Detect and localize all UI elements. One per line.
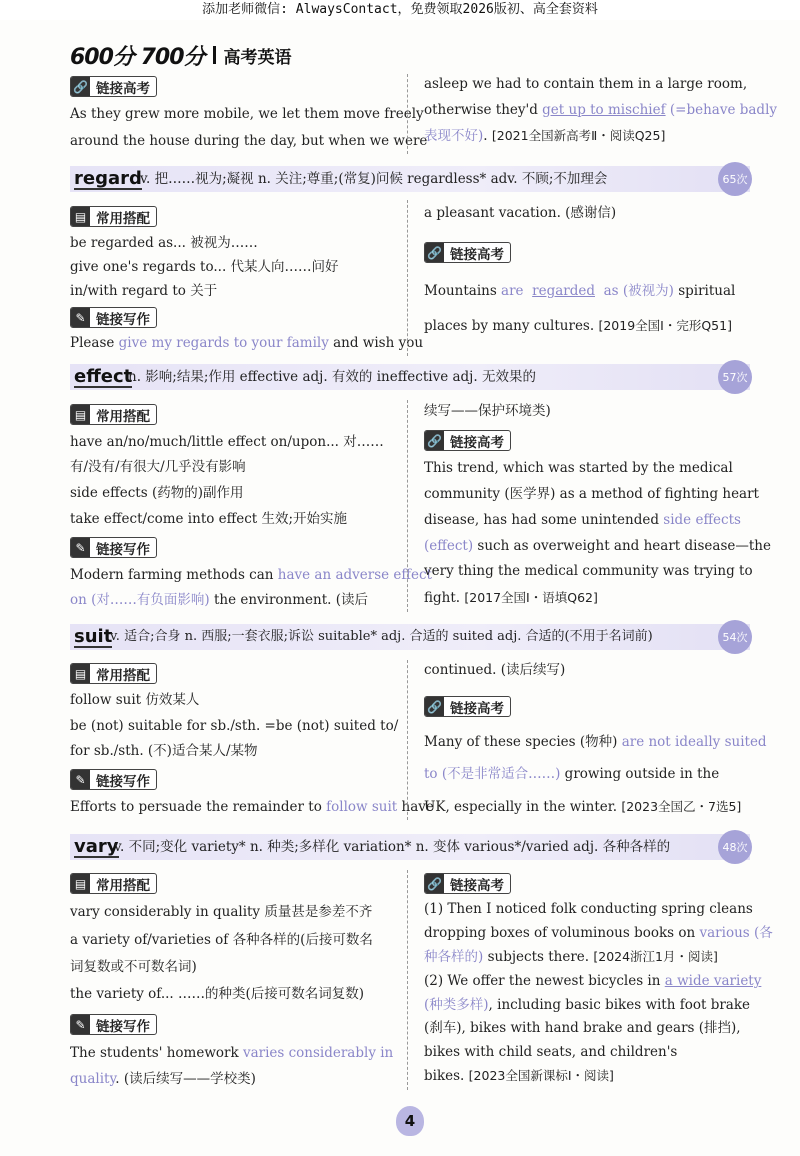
text-line: be regarded as... 被视为……	[70, 235, 258, 251]
pencil-icon: ✎	[71, 1015, 90, 1034]
text-line: dropping boxes of voluminous books on various (各	[424, 925, 773, 941]
link-icon: 🔗	[425, 874, 444, 893]
text-line: (刹车), bikes with hand brake and gears (排挡),	[424, 1020, 741, 1036]
text-line: on (对……有负面影响) the environment. (读后	[70, 592, 369, 608]
text-line: have an/no/much/little effect on/upon... 对……	[70, 434, 384, 450]
text-line: The students' homework varies considerably in	[70, 1045, 394, 1061]
text-line: for sb./sth. (不)适合某人/某物	[70, 743, 258, 759]
text-line: fight. [2017全国Ⅰ・语填Q62]	[424, 590, 598, 606]
text-line: (1) Then I noticed folk conducting spring cleans	[424, 901, 753, 917]
brand-logo: 600分 700分	[70, 44, 205, 70]
page-number: 4	[396, 1106, 424, 1136]
text-line: Please give my regards to your family and wish you	[70, 335, 424, 351]
definition: v. 把……视为;凝视 n. 关注;尊重;(常复)问候 regardless* adv. 不顾;不加理会	[140, 171, 608, 187]
word-header-vary	[70, 834, 750, 860]
word-header-suit	[70, 624, 750, 650]
definition: v. 不同;变化 variety* n. 种类;多样化 variation* n. 变体 various*/varied adj. 各种各样的	[114, 839, 671, 855]
pencil-icon: ✎	[71, 308, 90, 327]
text-line: places by many cultures. [2019全国Ⅰ・完形Q51]	[424, 318, 732, 334]
text-line: a pleasant vacation. (感谢信)	[424, 205, 617, 221]
tag-collocations: ▤ 常用搭配	[70, 873, 157, 894]
text-line: to (不是非常适合……) growing outside in the	[424, 766, 720, 782]
text-line: otherwise they'd get up to mischief (=behave badly	[424, 102, 778, 118]
tag-link-exam: 🔗 链接高考	[424, 873, 511, 894]
text-line: in/with regard to 关于	[70, 283, 218, 299]
text-line: Modern farming methods can have an adverse effect	[70, 567, 432, 583]
headword: regard	[74, 168, 142, 189]
tag-collocations: ▤ 常用搭配	[70, 663, 157, 684]
watermark-banner: 添加老师微信: AlwaysContact，免费领取2026版初、高全套资料	[0, 0, 800, 20]
tag-link-exam: 🔗 链接高考	[424, 430, 511, 451]
word-header-effect	[70, 364, 750, 390]
text-line: a variety of/varieties of 各种各样的(后接可数名	[70, 932, 373, 948]
brand-title: 高考英语	[223, 47, 292, 68]
pencil-icon: ✎	[71, 770, 90, 789]
book-icon: ▤	[71, 405, 90, 424]
text-line: bikes. [2023全国新课标Ⅰ・阅读]	[424, 1068, 614, 1084]
book-icon: ▤	[71, 207, 90, 226]
frequency-badge: 48次	[718, 830, 752, 864]
column-divider	[407, 400, 408, 612]
text-line: give one's regards to... 代某人向……问好	[70, 259, 339, 275]
pencil-icon: ✎	[71, 538, 90, 557]
text-line: (effect) such as overweight and heart disease—the	[424, 538, 771, 554]
text-line: disease, has had some unintended side effects	[424, 512, 741, 528]
text-line: quality. (读后续写——学校类)	[70, 1071, 256, 1087]
text-line: Mountains are regarded as (被视为) spiritual	[424, 283, 736, 299]
frequency-badge: 54次	[718, 620, 752, 654]
text-line: 种各样的) subjects there. [2024浙江1月・阅读]	[424, 949, 718, 965]
text-line: Efforts to persuade the remainder to follow suit have	[70, 799, 434, 815]
link-icon: 🔗	[425, 243, 444, 262]
column-divider	[407, 74, 408, 154]
word-header-regard	[70, 166, 750, 192]
text-line: continued. (读后续写)	[424, 662, 566, 678]
text-line: vary considerably in quality 质量甚是参差不齐	[70, 904, 373, 920]
link-icon: 🔗	[425, 431, 444, 450]
text-line: UK, especially in the winter. [2023全国乙・7选5]	[424, 799, 742, 815]
text-line: Many of these species (物种) are not ideally suited	[424, 734, 767, 750]
text-line: 词复数或不可数名词)	[70, 959, 197, 975]
text-line: community (医学界) as a method of fighting heart	[424, 486, 759, 502]
brand-divider	[213, 46, 216, 64]
book-brand	[70, 42, 292, 68]
link-icon: 🔗	[71, 77, 90, 96]
text-line: (种类多样), including basic bikes with foot brake	[424, 997, 751, 1013]
text-line: 表现不好). [2021全国新高考Ⅱ・阅读Q25]	[424, 128, 666, 144]
text-line: very thing the medical community was trying to	[424, 563, 753, 579]
definition: v. 适合;合身 n. 西服;一套衣服;诉讼 suitable* adj. 合适的 suited adj. 合适的(不用于名词前)	[110, 629, 653, 644]
definition: n. 影响;结果;作用 effective adj. 有效的 ineffective adj. 无效果的	[128, 369, 536, 385]
frequency-badge: 57次	[718, 360, 752, 394]
text-line: (2) We offer the newest bicycles in a wide variety	[424, 973, 762, 989]
book-icon: ▤	[71, 664, 90, 683]
headword: vary	[74, 836, 119, 857]
text-line: follow suit 仿效某人	[70, 692, 200, 708]
headword: effect	[74, 366, 133, 387]
text-line: around the house during the day, but when we were	[70, 133, 428, 149]
tag-link-writing: ✎ 链接写作	[70, 769, 157, 790]
tag-link-exam: 🔗 链接高考	[424, 242, 511, 263]
tag-link-writing: ✎ 链接写作	[70, 307, 157, 328]
book-icon: ▤	[71, 874, 90, 893]
tag-link-exam: 🔗 链接高考	[424, 696, 511, 717]
tag-collocations: ▤ 常用搭配	[70, 404, 157, 425]
tag-link-writing: ✎ 链接写作	[70, 537, 157, 558]
tag-link-writing: ✎ 链接写作	[70, 1014, 157, 1035]
text-line: 有/没有/有很大/几乎没有影响	[70, 459, 246, 475]
text-line: This trend, which was started by the medical	[424, 460, 733, 476]
tag-collocations: ▤ 常用搭配	[70, 206, 157, 227]
text-line: asleep we had to contain them in a large room,	[424, 76, 748, 92]
link-icon: 🔗	[425, 697, 444, 716]
column-divider	[407, 200, 408, 356]
text-line: the variety of... ……的种类(后接可数名词复数)	[70, 986, 365, 1002]
text-line: As they grew more mobile, we let them move freely	[70, 106, 424, 122]
text-line: side effects (药物的)副作用	[70, 485, 244, 501]
text-line: bikes with child seats, and children's	[424, 1044, 678, 1060]
headword: suit	[74, 626, 113, 647]
text-line: be (not) suitable for sb./sth. =be (not) suited to/	[70, 718, 399, 734]
tag-link-exam: 🔗 链接高考	[70, 76, 157, 97]
column-divider	[407, 660, 408, 820]
frequency-badge: 65次	[718, 162, 752, 196]
text-line: take effect/come into effect 生效;开始实施	[70, 511, 348, 527]
text-line: 续写——保护环境类)	[424, 403, 551, 419]
column-divider	[407, 870, 408, 1090]
